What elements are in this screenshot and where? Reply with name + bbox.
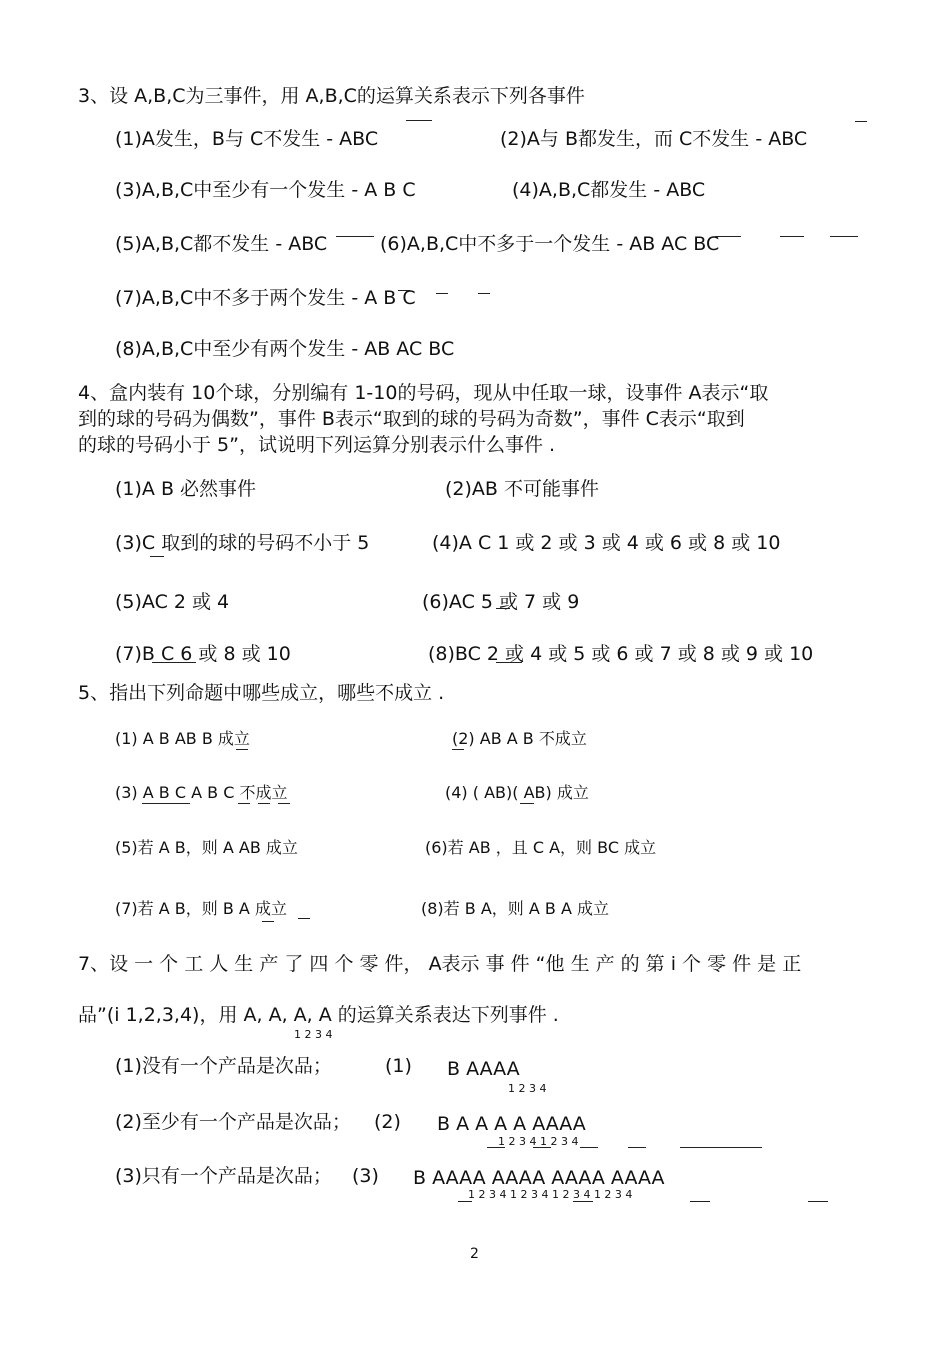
q7-stem-line-2: 品”(i 1,2,3,4)，用 A, A, A, A 的运算关系表达下列事件 . — [78, 1004, 559, 1026]
overbar — [487, 1147, 505, 1148]
overbar — [458, 1201, 472, 1202]
overbar — [780, 236, 804, 237]
overbar — [690, 1201, 710, 1202]
q4-item-7: (7)B C 6 或 8 或 10 — [115, 643, 291, 665]
overbar — [398, 290, 410, 291]
q5-item-7: (7)若 A B，则 B A 成立 — [115, 899, 287, 918]
overbar — [298, 918, 310, 919]
q3-item-8: (8)A,B,C中至少有两个发生 - AB AC BC — [115, 338, 455, 360]
overbar — [238, 803, 250, 804]
q7-item-1-number: (1) — [385, 1055, 412, 1077]
q3-item-7: (7)A,B,C中不多于两个发生 - A B C — [115, 287, 416, 309]
q7-item-3-expression: B AAAA AAAA AAAA AAAA — [413, 1167, 665, 1189]
q3-stem: 3、设 A,B,C为三事件，用 A,B,C的运算关系表示下列各事件 — [78, 85, 585, 107]
q7-item-1-expression: B AAAA — [447, 1058, 520, 1080]
q4-stem-line-1: 4、盒内装有 10个球，分别编有 1-10的号码，现从中任取一球，设事件 A表示“取 — [78, 382, 769, 404]
overbar — [152, 662, 196, 663]
q5-item-5: (5)若 A B，则 A AB 成立 — [115, 838, 298, 857]
overbar — [520, 803, 534, 804]
overbar — [278, 803, 290, 804]
q5-stem: 5、指出下列命题中哪些成立，哪些不成立 . — [78, 682, 445, 704]
q7-item-2-number: (2) — [374, 1111, 401, 1133]
overbar — [715, 236, 741, 237]
q4-item-1: (1)A B 必然事件 — [115, 478, 257, 500]
q5-item-2: (2) AB A B 不成立 — [452, 729, 587, 748]
overbar — [258, 803, 270, 804]
overbar — [855, 121, 867, 122]
q4-item-8: (8)BC 2 或 4 或 5 或 6 或 7 或 8 或 9 或 10 — [428, 643, 814, 665]
overbar — [478, 293, 490, 294]
overbar — [533, 1147, 551, 1148]
q4-stem-line-3: 的球的号码小于 5”，试说明下列运算分别表示什么事件 . — [78, 434, 556, 456]
overbar — [808, 1201, 828, 1202]
overbar — [628, 1147, 646, 1148]
q7-item-2-expression: B A A A A AAAA — [437, 1113, 586, 1135]
q7-item-2-subscripts: 1 2 3 4 1 2 3 4 — [498, 1135, 579, 1148]
q3-item-4: (4)A,B,C都发生 - ABC — [512, 179, 706, 201]
q4-item-6: (6)AC 5 或 7 或 9 — [422, 591, 580, 613]
overbar — [336, 236, 374, 237]
q7-item-3-text: (3)只有一个产品是次品； — [115, 1165, 332, 1187]
q5-item-1: (1) A B AB B 成立 — [115, 729, 250, 748]
overbar — [496, 662, 522, 663]
overbar — [573, 1201, 593, 1202]
q4-item-5: (5)AC 2 或 4 — [115, 591, 230, 613]
q7-item-1-subscripts: 1 2 3 4 — [508, 1082, 547, 1095]
q7-stem-line-1: 7、设 一 个 工 人 生 产 了 四 个 零 件， A表示 事 件 “他 生 产 的 第 i 个 零 件 是 正 — [78, 953, 802, 975]
q3-item-2: (2)A与 B都发生，而 C不发生 - ABC — [500, 128, 808, 150]
q4-item-4: (4)A C 1 或 2 或 3 或 4 或 6 或 8 或 10 — [432, 532, 781, 554]
q4-item-2: (2)AB 不可能事件 — [445, 478, 599, 500]
q7-stem-subscripts: 1 2 3 4 — [294, 1028, 333, 1041]
page-number: 2 — [470, 1246, 479, 1262]
overbar — [436, 293, 448, 294]
overbar — [496, 608, 510, 609]
q5-item-4: (4) ( AB)( AB) 成立 — [445, 783, 589, 802]
q3-item-6: (6)A,B,C中不多于一个发生 - AB AC BC — [380, 233, 720, 255]
overbar — [236, 749, 248, 750]
q7-item-1-text: (1)没有一个产品是次品； — [115, 1055, 332, 1077]
q5-item-3: (3) A B C A B C 不成立 — [115, 783, 288, 802]
q7-item-3-number: (3) — [352, 1165, 379, 1187]
overbar — [452, 749, 464, 750]
q3-item-3: (3)A,B,C中至少有一个发生 - A B C — [115, 179, 416, 201]
overbar — [830, 236, 858, 237]
q7-item-3-subscripts: 1 2 3 4 1 2 3 4 1 2 3 4 1 2 3 4 — [468, 1188, 633, 1201]
q5-item-6: (6)若 AB ，且 C A，则 BC 成立 — [425, 838, 657, 857]
overbar — [406, 120, 432, 121]
overbar — [262, 921, 274, 922]
overbar — [142, 803, 190, 804]
overbar — [680, 1147, 762, 1148]
q4-stem-line-2: 到的球的号码为偶数”，事件 B表示“取到的球的号码为奇数”，事件 C表示“取到 — [78, 408, 745, 430]
q3-item-5: (5)A,B,C都不发生 - ABC — [115, 233, 328, 255]
overbar — [580, 1147, 598, 1148]
overbar — [150, 556, 164, 557]
q5-item-8: (8)若 B A，则 A B A 成立 — [421, 899, 609, 918]
q3-item-1: (1)A发生，B与 C不发生 - ABC — [115, 128, 379, 150]
q7-item-2-text: (2)至少有一个产品是次品； — [115, 1111, 351, 1133]
q4-item-3: (3)C 取到的球的号码不小于 5 — [115, 532, 370, 554]
